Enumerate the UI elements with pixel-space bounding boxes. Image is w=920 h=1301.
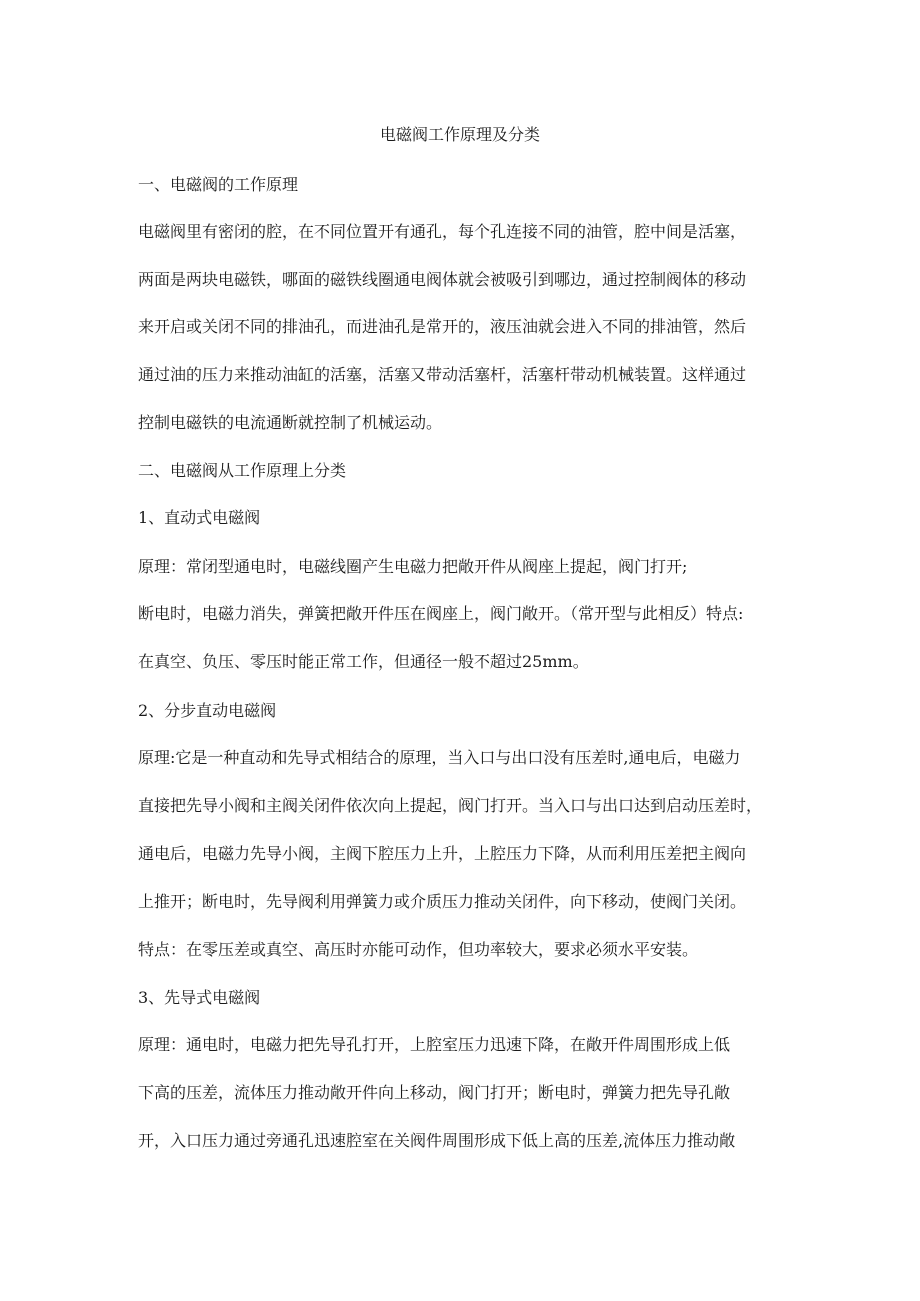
subsection-heading-pilot-operated: 3、先导式电磁阀 <box>138 988 261 1007</box>
paragraph-line: 电磁阀里有密闭的腔，在不同位置开有通孔，每个孔连接不同的油管，腔中间是活塞， <box>138 222 747 241</box>
paragraph-line: 通过油的压力来推动油缸的活塞，活塞又带动活塞杆，活塞杆带动机械装置。这样通过 <box>138 365 747 384</box>
section-heading-classification: 二、电磁阀从工作原理上分类 <box>138 461 347 480</box>
subsection-heading-stepped-direct: 2、分步直动电磁阀 <box>138 701 277 720</box>
paragraph-line: 原理：通电时，电磁力把先导孔打开，上腔室压力迅速下降，在敞开件周围形成上低 <box>138 1035 731 1054</box>
paragraph-line: 两面是两块电磁铁，哪面的磁铁线圈通电阀体就会被吸引到哪边，通过控制阀体的移动 <box>138 270 747 289</box>
paragraph-line: 控制电磁铁的电流通断就控制了机械运动。 <box>138 413 443 432</box>
paragraph-line: 原理:它是一种直动和先导式相结合的原理，当入口与出口没有压差时,通电后，电磁力 <box>138 748 741 767</box>
paragraph-line: 直接把先导小阀和主阀关闭件依次向上提起，阀门打开。当入口与出口达到启动压差时， <box>138 796 763 815</box>
paragraph-line: 开，入口压力通过旁通孔迅速腔室在关阀件周围形成下低上高的压差,流体压力推动敞 <box>138 1131 736 1150</box>
section-heading-working-principle: 一、电磁阀的工作原理 <box>138 175 299 194</box>
paragraph-line: 断电时，电磁力消失，弹簧把敞开件压在阀座上，阀门敞开。（常开型与此相反）特点: <box>138 604 744 623</box>
paragraph-line: 上推开；断电时，先导阀利用弹簧力或介质压力推动关闭件，向下移动，使阀门关闭。 <box>138 892 747 911</box>
paragraph-line: 原理：常闭型通电时，电磁线圈产生电磁力把敞开件从阀座上提起，阀门打开; <box>138 557 688 576</box>
document-title: 电磁阀工作原理及分类 <box>379 125 540 144</box>
paragraph-line: 下高的压差，流体压力推动敞开件向上移动，阀门打开；断电时，弹簧力把先导孔敞 <box>138 1083 731 1102</box>
paragraph-line: 在真空、负压、零压时能正常工作，但通径一般不超过25mm。 <box>138 652 589 671</box>
paragraph-line: 特点：在零压差或真空、高压时亦能可动作，但功率较大，要求必须水平安装。 <box>138 940 699 959</box>
paragraph-line: 通电后，电磁力先导小阀，主阀下腔压力上升，上腔压力下降，从而利用压差把主阀向 <box>138 844 747 863</box>
paragraph-line: 来开启或关闭不同的排油孔，而进油孔是常开的，液压油就会进入不同的排油管，然后 <box>138 317 747 336</box>
subsection-heading-direct-acting: 1、直动式电磁阀 <box>138 508 261 527</box>
